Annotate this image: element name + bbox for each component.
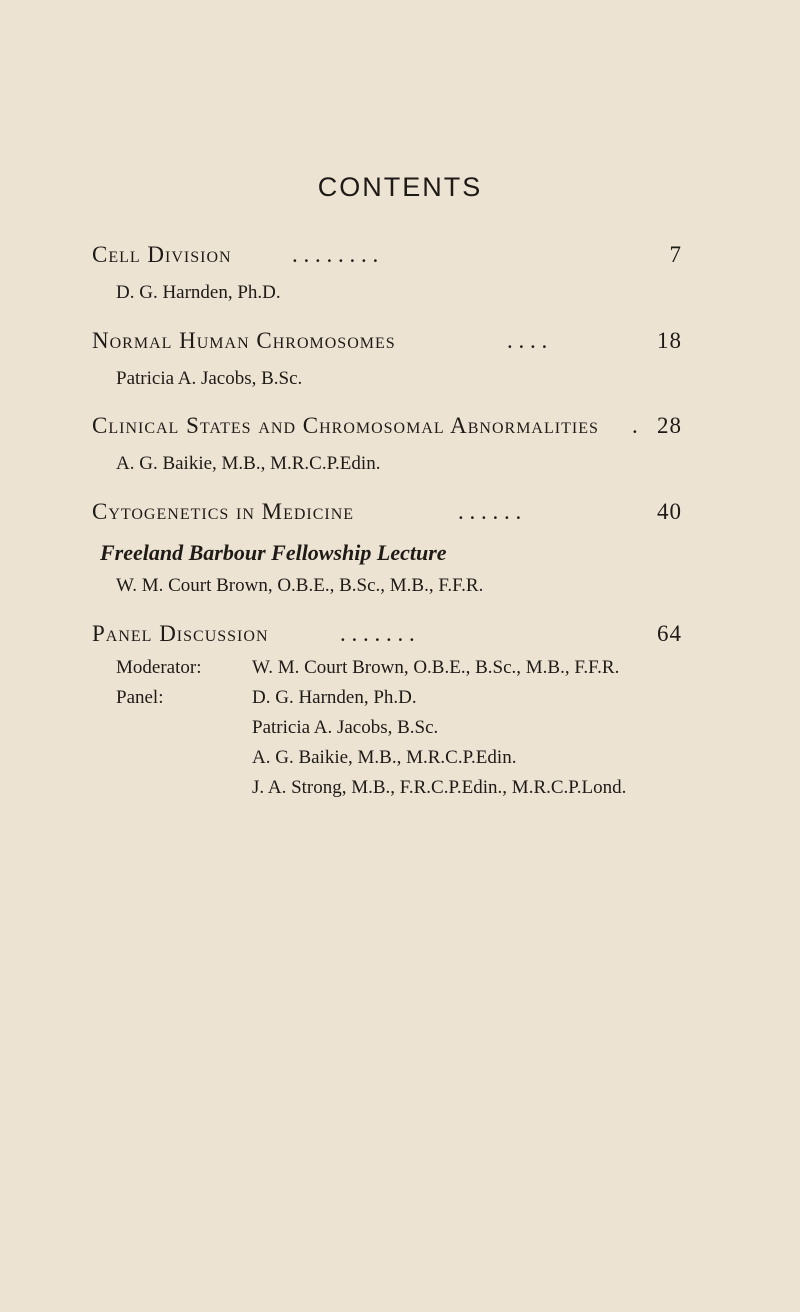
toc-page-number: 18: [657, 328, 682, 353]
toc-page-number: 28: [657, 413, 682, 438]
toc-title: Cell Division: [92, 242, 232, 267]
toc-entry-clinical-states[interactable]: [92, 413, 682, 479]
toc-leader-dots: . . . . . .: [458, 499, 522, 524]
panel-row: [92, 687, 682, 717]
panel-member: J. A. Strong, M.B., F.R.C.P.Edin., M.R.C.P.Lond.: [252, 777, 627, 798]
toc-leader-dots: . . . .: [507, 328, 548, 353]
toc-subtitle: Freeland Barbour Fellowship Lecture: [100, 540, 447, 565]
moderator-name: W. M. Court Brown, O.B.E., B.Sc., M.B., F.F.R.: [252, 657, 620, 678]
toc-leader-dots: .: [632, 413, 638, 438]
toc-title-line: [92, 621, 682, 657]
toc-page-number: 64: [657, 621, 682, 646]
panel-member: D. G. Harnden, Ph.D.: [252, 687, 417, 708]
panel-row: [92, 747, 682, 777]
toc-title-line: [92, 413, 682, 449]
toc-leader-dots: . . . . . . . .: [292, 242, 379, 267]
toc-author: D. G. Harnden, Ph.D.: [116, 282, 281, 303]
toc-entry-normal-human-chromosomes[interactable]: [92, 328, 682, 394]
toc-title: Cytogenetics in Medicine: [92, 499, 355, 524]
toc-page-number: 40: [657, 499, 682, 524]
panel-row: [92, 717, 682, 747]
toc-author: W. M. Court Brown, O.B.E., B.Sc., M.B., F.F.R.: [116, 575, 484, 596]
toc-title-line: [92, 499, 682, 535]
toc-title: Normal Human Chromosomes: [92, 328, 396, 353]
toc-title-line: [92, 242, 682, 278]
moderator-row: [92, 657, 682, 687]
toc-title: Clinical States and Chromosomal Abnormalities: [92, 413, 599, 438]
toc-entry-cytogenetics-in-medicine[interactable]: [92, 499, 682, 601]
toc-author: A. G. Baikie, M.B., M.R.C.P.Edin.: [116, 453, 381, 474]
panel-label: Panel:: [116, 687, 164, 708]
panel-row: [92, 777, 682, 807]
toc-leader-dots: . . . . . . .: [340, 621, 415, 646]
toc-title-line: [92, 328, 682, 364]
toc-entry-cell-division[interactable]: [92, 242, 682, 308]
panel-member: Patricia A. Jacobs, B.Sc.: [252, 717, 439, 738]
toc-title: Panel Discussion: [92, 621, 269, 646]
toc-author: Patricia A. Jacobs, B.Sc.: [116, 368, 303, 389]
toc-page-number: 7: [669, 242, 682, 267]
panel-member: A. G. Baikie, M.B., M.R.C.P.Edin.: [252, 747, 517, 768]
toc-entry-panel-discussion[interactable]: [92, 621, 682, 807]
moderator-label: Moderator:: [116, 657, 202, 678]
page-title: CONTENTS: [317, 172, 483, 202]
